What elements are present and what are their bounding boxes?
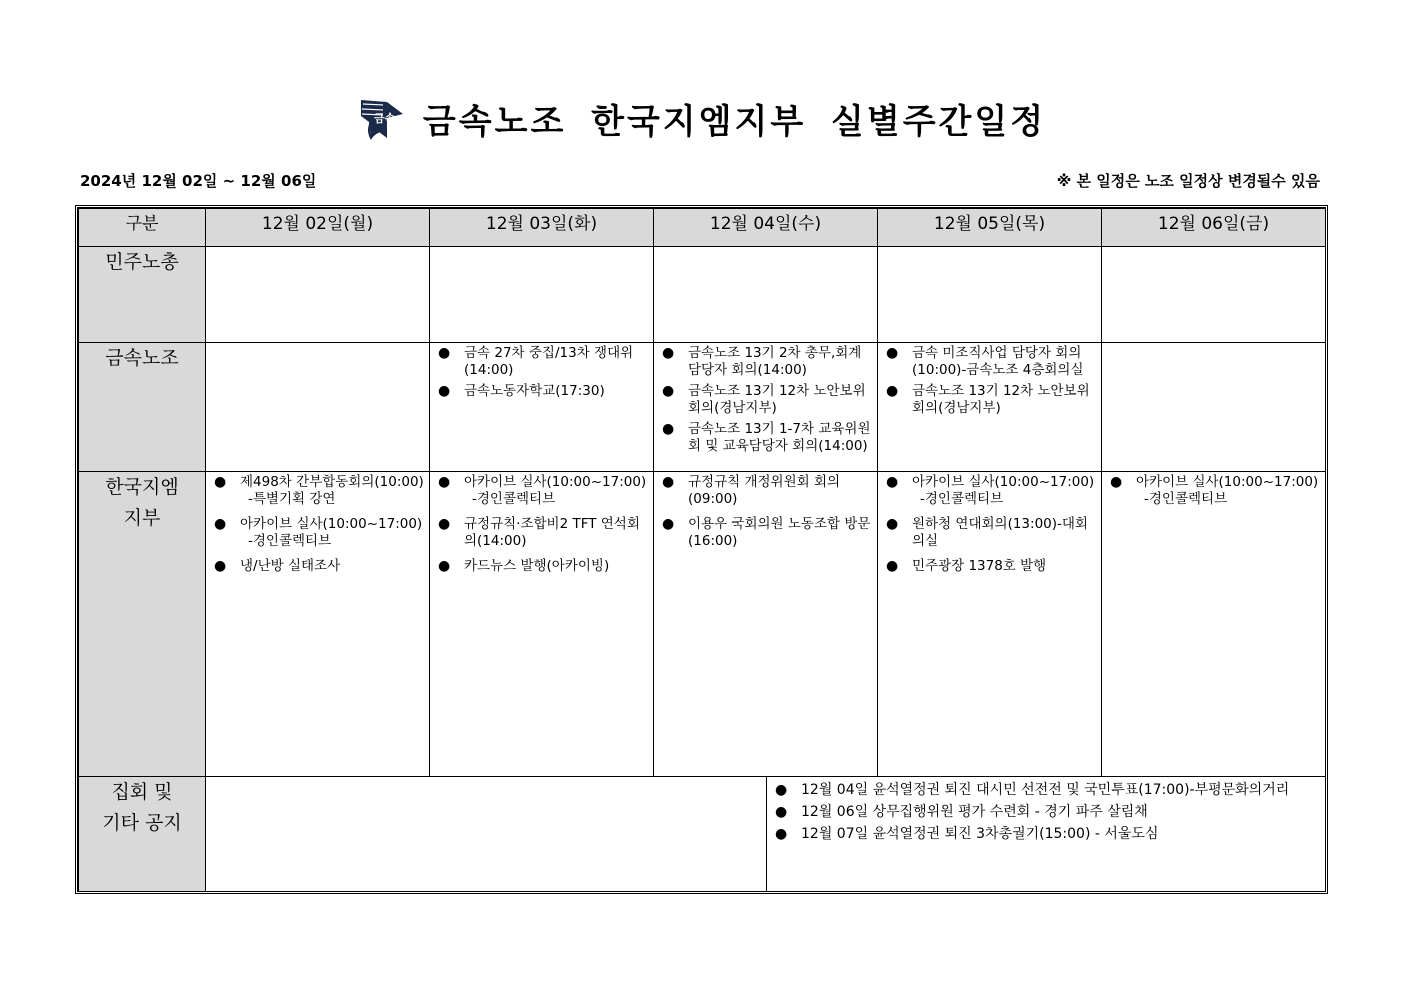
list-item: ● 원하청 연대회의(13:00)-대회의실: [886, 516, 1097, 550]
list-item: ● 금속노조 13기 2차 총무,회계 담당자 회의(14:00): [662, 345, 873, 379]
cell-minju-thu: [878, 247, 1102, 343]
cell-minju-wed: [654, 247, 878, 343]
cell-gm-mon: [206, 472, 430, 777]
row-gm: [79, 472, 1326, 777]
schedule-notice: ※ 본 일정은 노조 일정상 변경될수 있음: [1056, 172, 1320, 190]
row-rally: [79, 777, 1326, 892]
list-item: ● 아카이브 실사(10:00~17:00) -경인콜렉티브: [214, 516, 425, 550]
rally-notice-area: [767, 777, 1325, 891]
list-item: ● 아카이브 실사(10:00~17:00) -경인콜렉티브: [438, 474, 649, 508]
list-item: ● 금속노동자학교(17:30): [438, 383, 649, 400]
list-item: ● 규정규칙 개정위원회 회의(09:00): [662, 474, 873, 508]
list-item: ● 금속 27차 중집/13차 쟁대위 (14:00): [438, 345, 649, 379]
row-label-geumsok: 금속노조: [79, 343, 206, 472]
schedule-table-frame: [75, 205, 1328, 894]
list-item: ● 12월 04일 윤석열정권 퇴진 대시민 선전전 및 국민투표(17:00)-부평문화의거리: [775, 781, 1321, 799]
row-label-gm: 한국지엠 지부: [79, 472, 206, 777]
cell-gm-tue: [430, 472, 654, 777]
list-item: ● 12월 07일 윤석열정권 퇴진 3차총궐기(15:00) - 서울도심: [775, 825, 1321, 843]
page-title: 금속노조 한국지엠지부 실별주간일정: [422, 101, 1047, 142]
list-item: ● 금속노조 13기 12차 노안보위 회의(경남지부): [886, 383, 1097, 417]
cell-gm-fri: [1102, 472, 1326, 777]
union-logo-icon: [357, 92, 409, 144]
rally-empty-area: [206, 777, 767, 891]
list-item: ● 냉/난방 실태조사: [214, 558, 425, 575]
cell-gm-thu: [878, 472, 1102, 777]
cell-geumsok-tue: [430, 343, 654, 472]
cell-minju-tue: [430, 247, 654, 343]
cell-geumsok-mon: [206, 343, 430, 472]
cell-rally: [206, 777, 1326, 892]
list-item: ● 민주광장 1378호 발행: [886, 558, 1097, 575]
list-item: ● 제498차 간부합동회의(10:00) -특별기획 강연: [214, 474, 425, 508]
col-header-thu: 12월 05일(목): [878, 209, 1102, 247]
list-item: ● 규정규칙·조합비2 TFT 연석회의(14:00): [438, 516, 649, 550]
list-item: ● 금속노조 13기 1-7차 교육위원회 및 교육담당자 회의(14:00): [662, 421, 873, 455]
col-header-mon: 12월 02일(월): [206, 209, 430, 247]
row-label-minju: 민주노총: [79, 247, 206, 343]
list-item: ● 이용우 국회의원 노동조합 방문(16:00): [662, 516, 873, 550]
list-item: ● 금속 미조직사업 담당자 회의 (10:00)-금속노조 4층회의실: [886, 345, 1097, 379]
header-row: [79, 209, 1326, 247]
cell-geumsok-fri: [1102, 343, 1326, 472]
row-minju: [79, 247, 1326, 343]
schedule-table: [78, 208, 1326, 892]
col-header-tue: 12월 03일(화): [430, 209, 654, 247]
col-header-category: 구분: [79, 209, 206, 247]
list-item: ● 카드뉴스 발행(아카이빙): [438, 558, 649, 575]
list-item: ● 12월 06일 상무집행위원 평가 수련회 - 경기 파주 살림채: [775, 803, 1321, 821]
col-header-fri: 12월 06일(금): [1102, 209, 1326, 247]
svg-text:금속: 금속: [373, 112, 396, 125]
row-geumsok: [79, 343, 1326, 472]
list-item: ● 아카이브 실사(10:00~17:00) -경인콜렉티브: [886, 474, 1097, 508]
date-range: 2024년 12월 02일 ~ 12월 06일: [80, 172, 317, 190]
cell-gm-wed: [654, 472, 878, 777]
cell-minju-fri: [1102, 247, 1326, 343]
list-item: ● 금속노조 13기 12차 노안보위 회의(경남지부): [662, 383, 873, 417]
list-item: ● 아카이브 실사(10:00~17:00) -경인콜렉티브: [1110, 474, 1321, 508]
cell-geumsok-thu: [878, 343, 1102, 472]
row-label-rally: 집회 및 기타 공지: [79, 777, 206, 892]
cell-geumsok-wed: [654, 343, 878, 472]
header: [0, 88, 1403, 148]
cell-minju-mon: [206, 247, 430, 343]
col-header-wed: 12월 04일(수): [654, 209, 878, 247]
